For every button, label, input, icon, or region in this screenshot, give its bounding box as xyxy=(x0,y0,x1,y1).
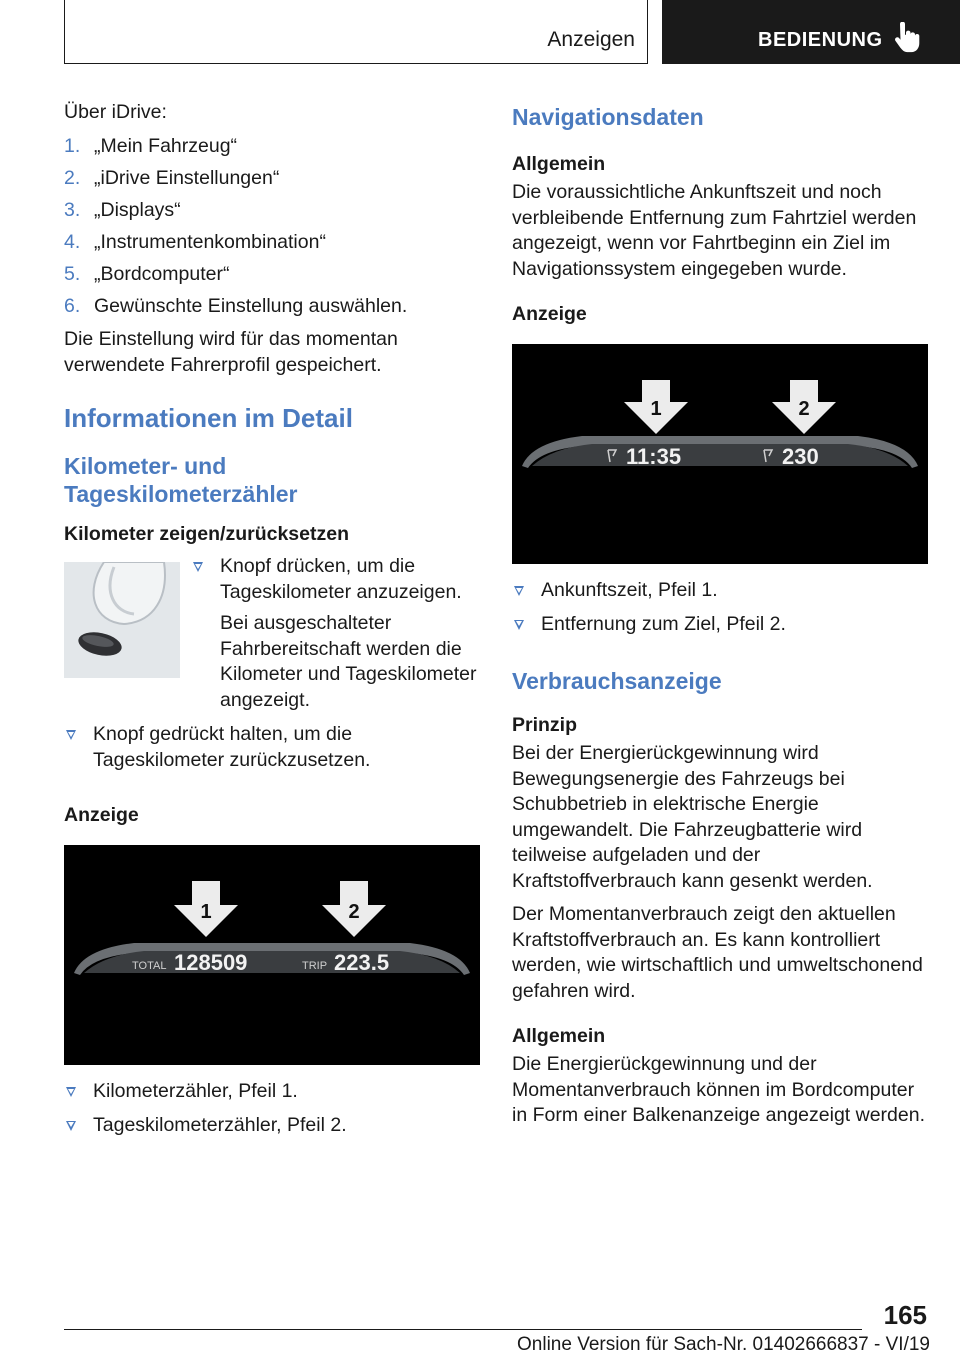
header-section-title: Anzeigen xyxy=(547,28,635,51)
heading-general: Allgemein xyxy=(512,153,606,175)
trip-value: 223.5 xyxy=(334,950,390,975)
arrow-label: 2 xyxy=(798,398,810,420)
step-item: 6. Gewünschte Einstellung auswählen. xyxy=(64,294,408,317)
intro-text: Über iDrive: xyxy=(64,101,167,123)
right-column xyxy=(512,100,930,1137)
odometer-legend xyxy=(64,1079,482,1138)
list-item: Knopf drücken, um die Tageskilometer anzuzeigen. Bei ausgeschalteter Fahrbereitschaft werden die Kilometer und Tageskilometer angezeigt. xyxy=(191,554,482,713)
triangle-bullet-icon xyxy=(66,730,76,740)
total-label: TOTAL xyxy=(132,960,167,972)
navigation-text: Die voraussichtliche Ankunftszeit und noch verbleibende Entfernung zum Fahrtziel werden angezeigt, wenn vor Fahrtbeginn ein Ziel im Navigationssystem eingegeben wurde. xyxy=(512,181,917,280)
current-consumption-text: Der Momentanverbrauch zeigt den aktuellen Kraftstoffverbrauch an. Es kann kontrolliert werden, wie wirtschaftlich und umweltschonend gefahren wird. xyxy=(512,903,923,1002)
heading-odometer: Kilometer- und Tageskilometerzähler xyxy=(64,453,298,507)
step-item: 4. „Instrumentenkombination“ xyxy=(64,230,326,253)
arrow-label: 1 xyxy=(200,901,212,923)
step-item: 1. „Mein Fahrzeug“ xyxy=(64,134,238,157)
knob-bullets xyxy=(191,554,482,721)
knob-section xyxy=(64,554,482,722)
steps-list xyxy=(64,134,482,320)
page-number: 165 xyxy=(883,1300,927,1330)
triangle-bullet-icon xyxy=(193,562,203,572)
header-section-box xyxy=(64,0,648,64)
step-item: 3. „Displays“ xyxy=(64,198,181,221)
list-item: Knopf gedrückt halten, um die Tageskilometer zurückzusetzen. xyxy=(64,722,482,773)
trip-label: TRIP xyxy=(302,960,328,972)
list-item: Ankunftszeit, Pfeil 1. xyxy=(512,578,930,604)
triangle-bullet-icon xyxy=(66,1087,76,1097)
general-consumption-text: Die Energierückgewinnung und der Momentanverbrauch können im Bordcomputer in Form einer Balkenanzeige angezeigt werden. xyxy=(512,1053,925,1126)
list-item: Tageskilometerzähler, Pfeil 2. xyxy=(64,1113,482,1139)
footer-divider xyxy=(64,1329,862,1330)
list-item: Kilometerzähler, Pfeil 1. xyxy=(64,1079,482,1105)
footer-online-version: Online Version für Sach-Nr. 01402666837 - VI/19 xyxy=(517,1334,930,1355)
list-item: Entfernung zum Ziel, Pfeil 2. xyxy=(512,612,930,638)
reset-bullets xyxy=(64,722,482,773)
principle-text: Bei der Energierückgewinnung wird Bewegungsenergie des Fahrzeugs bei Schubbetrieb in elektrische Energie umgewandelt. Die Fahrzeugbatterie wird teilweise aufgeladen und der Kraftstoffverbrauch kann gesenkt werden. xyxy=(512,742,873,892)
step-item: 5. „Bordcomputer“ xyxy=(64,262,230,285)
bullet-subtext: Bei ausgeschalteter Fahrbereitschaft werden die Kilometer und Tageskilometer angezeigt. xyxy=(220,612,477,711)
navigation-display-image xyxy=(512,344,928,564)
heading-display: Anzeige xyxy=(512,303,587,325)
left-column xyxy=(64,100,482,1146)
triangle-bullet-icon xyxy=(514,586,524,596)
header-chapter-box xyxy=(662,0,960,64)
arrow-label: 1 xyxy=(650,398,662,420)
profile-note: Die Einstellung wird für das momentan verwendete Fahrerprofil gespeichert. xyxy=(64,328,398,376)
total-value: 128509 xyxy=(174,950,248,975)
odometer-display-image xyxy=(64,845,480,1065)
triangle-bullet-icon xyxy=(66,1121,76,1131)
heading-odometer-reset: Kilometer zeigen/zurücksetzen xyxy=(64,523,349,545)
heading-consumption: Verbrauchsanzeige xyxy=(512,668,722,694)
distance-value: 230 xyxy=(782,444,819,469)
arrow-label: 2 xyxy=(348,901,360,923)
heading-principle: Prinzip xyxy=(512,714,578,736)
arrival-time-value: 11:35 xyxy=(626,444,682,469)
header-chapter-title: BEDIENUNG xyxy=(758,29,883,51)
navigation-legend xyxy=(512,578,930,637)
pointing-hand-icon xyxy=(894,22,920,54)
odometer-knob-image xyxy=(64,562,180,678)
heading-navigation: Navigationsdaten xyxy=(512,104,704,130)
step-item: 2. „iDrive Einstellungen“ xyxy=(64,166,280,189)
heading-details: Informationen im Detail xyxy=(64,403,353,433)
heading-general-2: Allgemein xyxy=(512,1025,606,1047)
triangle-bullet-icon xyxy=(514,620,524,630)
heading-display: Anzeige xyxy=(64,804,139,826)
